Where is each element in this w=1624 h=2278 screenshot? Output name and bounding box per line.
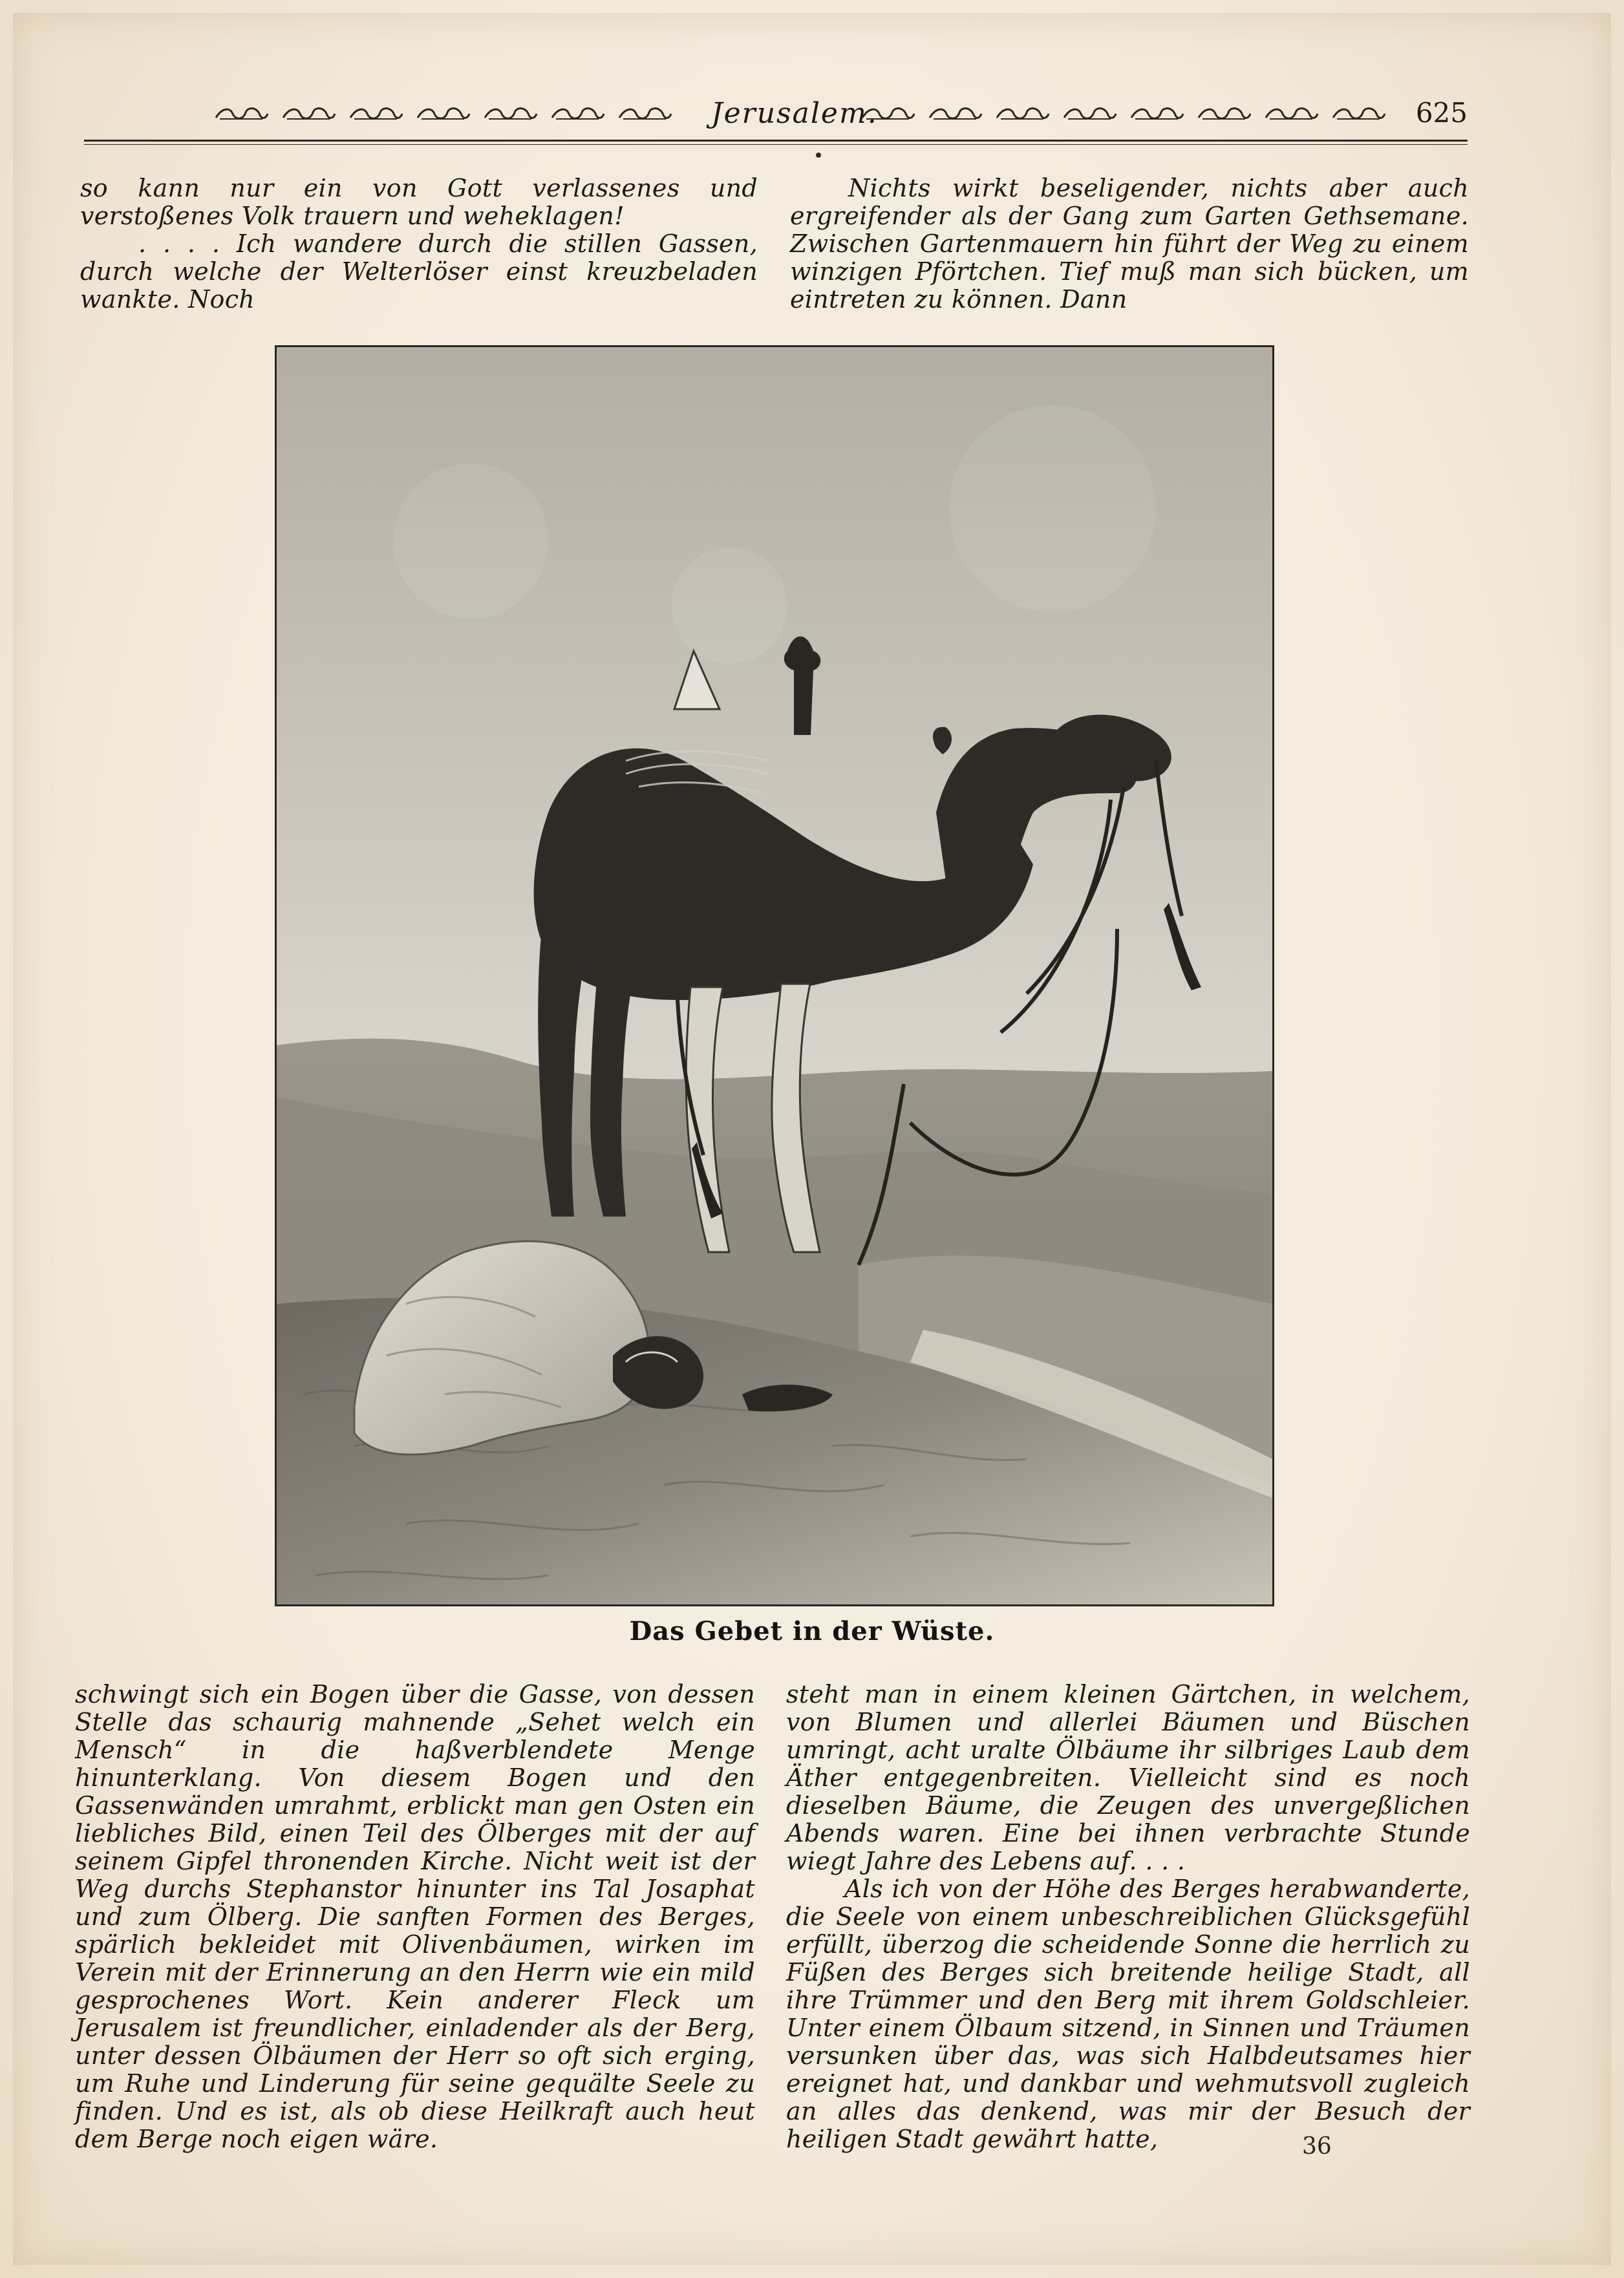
- ornament-dot: [816, 153, 821, 158]
- ornament-icon: [213, 105, 269, 123]
- header-rule: [84, 140, 1468, 145]
- ornament-icon: [1263, 105, 1319, 123]
- ornament-icon: [281, 105, 336, 123]
- photo-illustration: [277, 347, 1272, 1604]
- photograph-prayer-in-desert: [275, 345, 1274, 1606]
- ornament-icon: [617, 105, 672, 123]
- ornament-icon: [860, 105, 915, 123]
- text-column-top-right: [790, 174, 1469, 314]
- signature-mark: 36: [1302, 2133, 1332, 2160]
- header-ornaments-right: [860, 105, 1386, 123]
- text-column-top-left: [80, 174, 758, 314]
- ornament-icon: [1330, 105, 1386, 123]
- running-title: Jerusalem.: [711, 97, 878, 130]
- paragraph: Nichts wirkt beseligender, nichts aber auch ergreifender als der Gang zum Garten Gethsemane. Zwischen Gartenmauern hin führt der Weg zu einem winzigen Pförtchen. Tief muß man sich bücken, um eintreten zu können. Dann: [790, 174, 1469, 314]
- paragraph: steht man in einem kleinen Gärtchen, in welchem, von Blumen und allerlei Bäumen und Büschen umringt, acht uralte Ölbäume ihr silbriges Laub dem Äther entgegenbreiten. Vielleicht sind es noch dieselben Bäume, die Zeugen des unvergeßlichen Abends waren. Eine bei ihnen verbrachte Stunde wiegt Jahre des Lebens auf. . . .: [786, 1680, 1470, 1875]
- ornament-icon: [482, 105, 538, 123]
- paragraph: Als ich von der Höhe des Berges herabwanderte, die Seele von einem unbeschreiblichen Glücksgefühl erfüllt, überzog die scheidende Sonne die herrlich zu Füßen des Berges sich breitende heilige Stadt, all ihre Trümmer und den Berg mit ihrem Goldschleier. Unter einem Ölbaum sitzend, in Sinnen und Träumen versunken über das, was sich Halbdeutsames hier ereignet hat, und dankbar und wehmutsvoll zugleich an alles das denkend, was mir der Besuch der heiligen Stadt gewährt hatte,: [786, 1875, 1470, 2153]
- paragraph: schwingt sich ein Bogen über die Gasse, von dessen Stelle das schaurig mahnende „Sehet welch ein Mensch“ in die haßverblendete Menge hinunterklang. Von diesem Bogen und den Gassenwänden umrahmt, erblickt man gen Osten ein liebliches Bild, einen Teil des Ölberges mit der auf seinem Gipfel thronenden Kirche. Nicht weit ist der Weg durchs Stephanstor hinunter ins Tal Josaphat und zum Ölberg. Die sanften Formen des Berges, spärlich bekleidet mit Olivenbäumen, wirken im Verein mit der Erinnerung an den Herrn wie ein mild gesprochenes Wort. Kein anderer Fleck um Jerusalem ist freundlicher, einladender als der Berg, unter dessen Ölbäumen der Herr so oft sich erging, um Ruhe und Linderung für seine gequälte Seele zu finden. Und es ist, als ob diese Heilkraft auch heut dem Berge noch eigen wäre.: [75, 1680, 755, 2153]
- text-column-bottom-left: [75, 1680, 755, 2153]
- ornament-icon: [1129, 105, 1184, 123]
- paragraph: so kann nur ein von Gott verlassenes und verstoßenes Volk trauern und weheklagen!: [80, 174, 758, 230]
- header-ornaments-left: [213, 105, 672, 123]
- page-header: [84, 97, 1468, 149]
- ornament-icon: [1196, 105, 1252, 123]
- ornament-icon: [927, 105, 983, 123]
- ornament-icon: [1062, 105, 1117, 123]
- ornament-icon: [550, 105, 605, 123]
- ornament-icon: [348, 105, 403, 123]
- ornament-icon: [415, 105, 471, 123]
- figure-caption: Das Gebet in der Wüste.: [629, 1616, 995, 1646]
- ornament-icon: [994, 105, 1050, 123]
- paragraph: . . . . Ich wandere durch die stillen Gassen, durch welche der Welterlöser einst kreuzbeladen wankte. Noch: [80, 229, 758, 314]
- page-number: 625: [1415, 97, 1468, 129]
